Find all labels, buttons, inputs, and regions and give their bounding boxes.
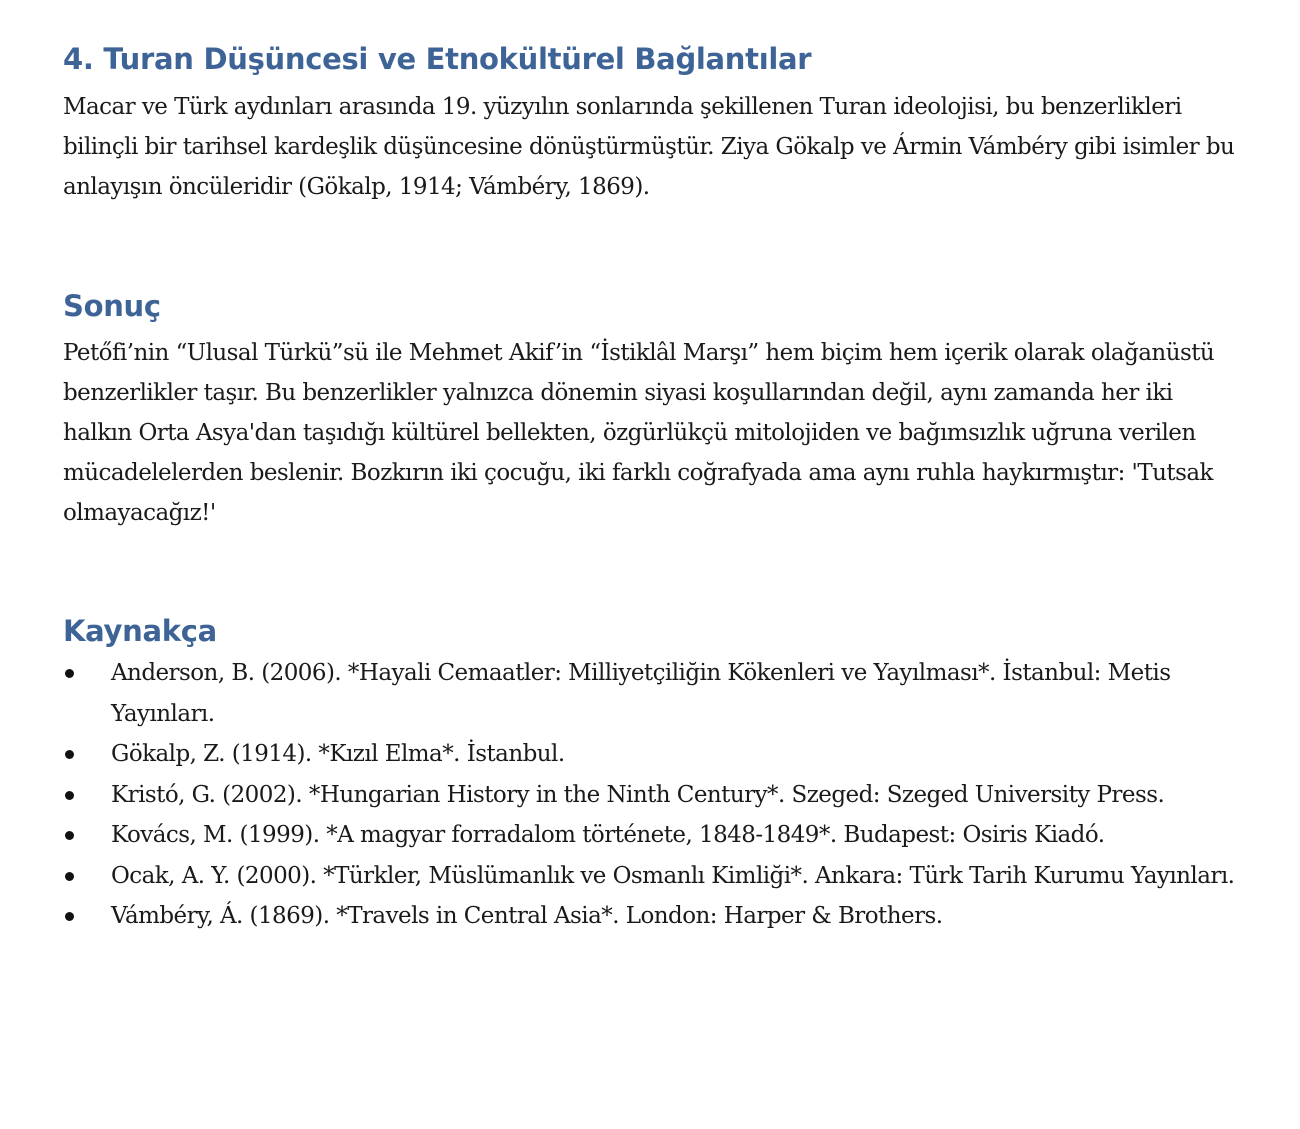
section-heading-conclusion: Sonuç — [63, 289, 161, 323]
bibliography-item-text: Vámbéry, Á. (1869). *Travels in Central Asia*. London: Harper & Brothers. — [111, 903, 943, 929]
bibliography-item-text: Kristó, G. (2002). *Hungarian History in the Ninth Century*. Szeged: Szeged University Press. — [111, 781, 1165, 808]
section-heading-bibliography: Kaynakça — [63, 614, 217, 648]
bibliography-item-text: Gökalp, Z. (1914). *Kızıl Elma*. İstanbul. — [111, 741, 565, 767]
section-paragraph-turan: Macar ve Türk aydınları arasında 19. yüzyılın sonlarında şekillenen Turan ideolojisi, bu benzerlikleri bilinçli bir tarihsel kardeşlik düşüncesine dönüştürmüştür. Ziya Gökalp ve Ármin Vámbéry gibi isimler bu anlayışın öncüleridir (Gökalp, 1914; Vámbéry, 1869). — [63, 94, 1235, 200]
bibliography-item-text: Kovács, M. (1999). *A magyar forradalom története, 1848-1849*. Budapest: Osiris Kiadó. — [111, 822, 1105, 848]
bullet-icon — [65, 791, 74, 800]
document-page — [63, 40, 1243, 937]
bibliography-item — [63, 856, 1243, 897]
bullet-icon — [65, 831, 74, 840]
bullet-icon — [65, 912, 74, 921]
bibliography-item — [63, 815, 1243, 856]
bibliography-item — [63, 775, 1243, 816]
bullet-icon — [65, 669, 74, 678]
bullet-icon — [65, 872, 74, 881]
bibliography-item-text: Anderson, B. (2006). *Hayali Cemaatler: Milliyetçiliğin Kökenleri ve Yayılması*. İstanbul: Metis Yayınları. — [111, 660, 1171, 727]
bullet-icon — [65, 750, 74, 759]
bibliography-item — [63, 653, 1243, 734]
section-heading-turan: 4. Turan Düşüncesi ve Etnokültürel Bağlantılar — [63, 42, 812, 76]
bibliography-item-text: Ocak, A. Y. (2000). *Türkler, Müslümanlık ve Osmanlı Kimliği*. Ankara: Türk Tarih Kurumu Yayınları. — [111, 862, 1235, 889]
bibliography-list — [63, 653, 1243, 937]
bibliography-item — [63, 896, 1243, 937]
section-paragraph-conclusion: Petőfi’nin “Ulusal Türkü”sü ile Mehmet Akif’in “İstiklâl Marşı” hem biçim hem içerik olarak olağanüstü benzerlikler taşır. Bu benzerlikler yalnızca dönemin siyasi koşullarından değil, aynı zamanda her iki halkın Orta Asya'dan taşıdığı kültürel bellekten, özgürlükçü mitolojiden ve bağımsızlık uğruna verilen mücadelelerden beslenir. Bozkırın iki çocuğu, iki farklı coğrafyada ama aynı ruhla haykırmıştır: 'Tutsak olmayacağız!' — [63, 340, 1215, 526]
bibliography-item — [63, 734, 1243, 775]
